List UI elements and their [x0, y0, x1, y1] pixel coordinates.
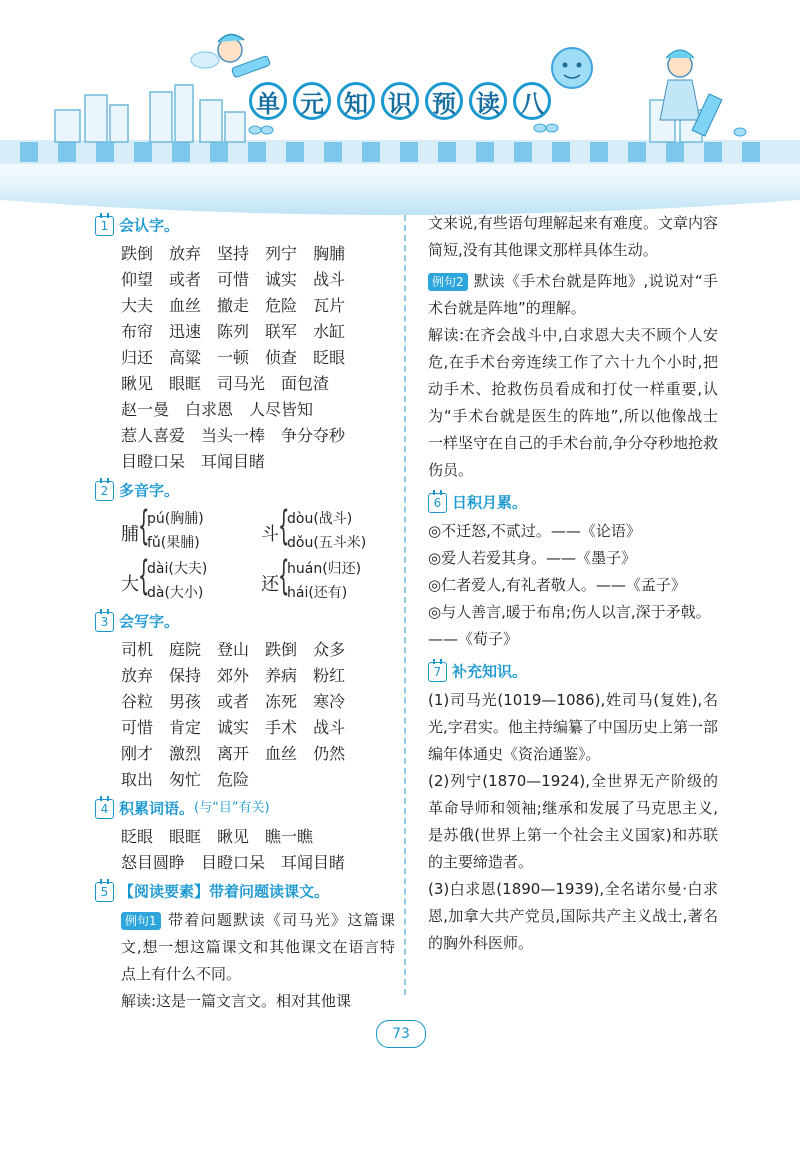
title-char: 识: [381, 82, 419, 120]
word-item: 归还: [121, 348, 154, 367]
word-item: 大夫: [121, 296, 154, 315]
word-row: [95, 637, 395, 663]
section-heading: [428, 659, 718, 683]
calendar-icon: 3: [95, 612, 114, 632]
word-item: 庭院: [169, 640, 202, 659]
polyphone-text: dà(大小): [147, 585, 204, 601]
word-row: [95, 293, 395, 319]
polyphone-text: pú(胸脯): [147, 511, 204, 527]
word-item: 放弃: [169, 244, 202, 263]
word-item: 危险: [217, 770, 250, 789]
word-item: 寒冷: [313, 692, 346, 711]
calendar-icon: 5: [95, 882, 114, 902]
quote-item: ◎爱人若爱其身。——《墨子》: [428, 549, 637, 567]
page-number: 73: [376, 1020, 426, 1048]
word-item: 水缸: [313, 322, 346, 341]
quote-item: ◎与人善言,暖于布帛;伤人以言,深于矛戟。——《荀子》: [428, 603, 711, 648]
word-item: 肯定: [169, 718, 202, 737]
example-label: 例句1: [121, 912, 161, 930]
word-item: 司机: [121, 640, 154, 659]
word-item: 匆忙: [169, 770, 202, 789]
word-item: 谷粒: [121, 692, 154, 711]
word-item: 战斗: [313, 718, 346, 737]
section-title: 会写字。: [119, 612, 180, 631]
word-item: 侦查: [265, 348, 298, 367]
word-item: 争分夺秒: [281, 426, 346, 445]
word-row: [95, 850, 395, 876]
title-char: 单: [249, 82, 287, 120]
word-item: 布帘: [121, 322, 154, 341]
word-item: 耳闻目睹: [281, 853, 346, 872]
section-title: 【阅读要素】带着问题读课文。: [119, 882, 330, 901]
calendar-icon: 7: [428, 662, 447, 682]
word-row: [95, 319, 395, 345]
word-item: 众多: [313, 640, 346, 659]
word-item: 跌倒: [265, 640, 298, 659]
title-char: 八: [513, 82, 551, 120]
section-heading: [95, 609, 395, 633]
word-item: 跌倒: [121, 244, 154, 263]
right-column: [428, 210, 718, 957]
quote-item: ◎不迁怒,不贰过。——《论语》: [428, 522, 641, 540]
calendar-icon: 2: [95, 481, 114, 501]
word-row: [95, 345, 395, 371]
word-item: 激烈: [169, 744, 202, 763]
word-row: [95, 689, 395, 715]
knowledge-para: (1)司马光(1019—1086),姓司马(复姓),名光,字君实。他主持编纂了中国历史上第一部编年体通史《资治通鉴》。: [428, 691, 718, 763]
word-item: 眼眶: [169, 374, 202, 393]
word-item: 高粱: [169, 348, 202, 367]
title-char: 预: [425, 82, 463, 120]
word-item: 手术: [265, 718, 298, 737]
example-text: 默读《手术台就是阵地》,说说对“手术台就是阵地”的理解。: [428, 272, 718, 317]
knowledge-para: (3)白求恩(1890—1939),全名诺尔曼·白求恩,加拿大共产党员,国际共产主义战士,著名的胸外科医师。: [428, 880, 718, 952]
polyphone-text: 斗: [261, 524, 279, 545]
section-heading: [95, 478, 395, 502]
section-title: 多音字。: [119, 481, 180, 500]
calendar-icon: 1: [95, 216, 114, 236]
word-item: 迅速: [169, 322, 202, 341]
word-item: 目瞪口呆: [121, 452, 186, 471]
word-item: 司马光: [217, 374, 266, 393]
word-item: 人尽皆知: [249, 400, 314, 419]
word-item: 离开: [217, 744, 250, 763]
word-item: 血丝: [169, 296, 202, 315]
word-item: 刚才: [121, 744, 154, 763]
word-item: 诚实: [217, 718, 250, 737]
word-item: 面包渣: [281, 374, 330, 393]
word-item: 白求恩: [185, 400, 234, 419]
word-item: 赵一曼: [121, 400, 170, 419]
word-item: 或者: [169, 270, 202, 289]
brace-glyph: {: [277, 503, 290, 549]
title-char: 读: [469, 82, 507, 120]
word-item: 胸脯: [313, 244, 346, 263]
polyphone-text: 脯: [121, 524, 139, 545]
word-item: 可惜: [217, 270, 250, 289]
word-item: 可惜: [121, 718, 154, 737]
example-1: [95, 907, 395, 988]
word-item: 眨眼: [121, 827, 154, 846]
word-item: 诚实: [265, 270, 298, 289]
polyphone-text: dǒu(五斗米): [287, 535, 367, 551]
word-item: 瓦片: [313, 296, 346, 315]
calendar-icon: 4: [95, 799, 114, 819]
word-item: 粉红: [313, 666, 346, 685]
page-title: [0, 82, 800, 120]
polyphone-text: dài(大夫): [147, 561, 208, 577]
word-item: 瞅见: [217, 827, 250, 846]
word-row: [95, 267, 395, 293]
example-answer: 解读:在齐会战斗中,白求恩大夫不顾个人安危,在手术台旁连续工作了六十九个小时,把动手术、抢救伤员看成和打仗一样重要,认为“手术台就是医生的阵地”,所以他像战士一样坚守在自己的手术台前,争分夺秒地抢救伤员。: [428, 326, 718, 479]
word-item: 撤走: [217, 296, 250, 315]
word-item: 冻死: [265, 692, 298, 711]
section-heading: [428, 490, 718, 514]
word-item: 联军: [265, 322, 298, 341]
word-item: 眼眶: [169, 827, 202, 846]
word-item: 取出: [121, 770, 154, 789]
section-title: 日积月累。: [452, 493, 528, 512]
word-item: 坚持: [217, 244, 250, 263]
word-row: [95, 767, 395, 793]
word-item: 男孩: [169, 692, 202, 711]
section-note: (与“目”有关): [194, 800, 270, 816]
example-label: 例句2: [428, 273, 468, 291]
word-row: [95, 449, 395, 475]
polyphone-text: hái(还有): [287, 585, 348, 601]
example-answer-cont: 文来说,有些语句理解起来有难度。文章内容简短,没有其他课文那样具体生动。: [428, 214, 718, 259]
stripe-band: [0, 140, 800, 164]
section-title: 积累词语。: [119, 799, 195, 818]
word-item: 保持: [169, 666, 202, 685]
word-item: 仰望: [121, 270, 154, 289]
word-row: [95, 663, 395, 689]
polyphone-text: huán(归还): [287, 561, 362, 577]
section-title: 会认字。: [119, 216, 180, 235]
section-heading: [95, 879, 395, 903]
word-item: 养病: [265, 666, 298, 685]
polyphone-pair: [95, 553, 395, 606]
word-item: 一顿: [217, 348, 250, 367]
word-item: 血丝: [265, 744, 298, 763]
brace-glyph: {: [137, 503, 150, 549]
word-row: [95, 824, 395, 850]
brace-glyph: {: [277, 553, 290, 599]
word-item: 惹人喜爱: [121, 426, 186, 445]
polyphone-text: fǔ(果脯): [147, 535, 200, 551]
calendar-icon: 6: [428, 493, 447, 513]
word-item: 仍然: [313, 744, 346, 763]
word-item: 战斗: [313, 270, 346, 289]
word-item: 放弃: [121, 666, 154, 685]
title-char: 元: [293, 82, 331, 120]
section-heading: [95, 796, 395, 820]
word-item: 登山: [217, 640, 250, 659]
word-item: 郊外: [217, 666, 250, 685]
section-title: 补充知识。: [452, 662, 528, 681]
word-row: [95, 397, 395, 423]
section-heading: [95, 213, 395, 237]
polyphone-text: 还: [261, 574, 279, 595]
word-item: 陈列: [217, 322, 250, 341]
word-item: 或者: [217, 692, 250, 711]
knowledge-para: (2)列宁(1870—1924),全世界无产阶级的革命导师和领袖;继承和发展了马克思主义,是苏俄(世界上第一个社会主义国家)和苏联的主要缔造者。: [428, 772, 718, 871]
word-row: [95, 715, 395, 741]
word-item: 目瞪口呆: [201, 853, 266, 872]
word-item: 列宁: [265, 244, 298, 263]
quote-item: ◎仁者爱人,有礼者敬人。——《孟子》: [428, 576, 686, 594]
word-row: [95, 241, 395, 267]
word-item: 怒目圆睁: [121, 853, 186, 872]
word-item: 眨眼: [313, 348, 346, 367]
polyphone-pair: [95, 503, 395, 556]
word-item: 瞅见: [121, 374, 154, 393]
word-item: 瞧一瞧: [265, 827, 314, 846]
title-char: 知: [337, 82, 375, 120]
example-2: [428, 268, 718, 322]
left-column: [95, 210, 395, 1015]
word-item: 耳闻目睹: [201, 452, 266, 471]
column-divider: [404, 215, 406, 995]
word-row: [95, 423, 395, 449]
polyphone-text: dòu(战斗): [287, 511, 353, 527]
example-answer: 解读:这是一篇文言文。相对其他课: [121, 992, 352, 1010]
word-item: 危险: [265, 296, 298, 315]
brace-glyph: {: [137, 553, 150, 599]
word-row: [95, 741, 395, 767]
polyphone-text: 大: [121, 574, 139, 595]
word-item: 当头一棒: [201, 426, 266, 445]
example-text: 带着问题默读《司马光》这篇课文,想一想这篇课文和其他课文在语言特点上有什么不同。: [121, 911, 395, 983]
word-row: [95, 371, 395, 397]
